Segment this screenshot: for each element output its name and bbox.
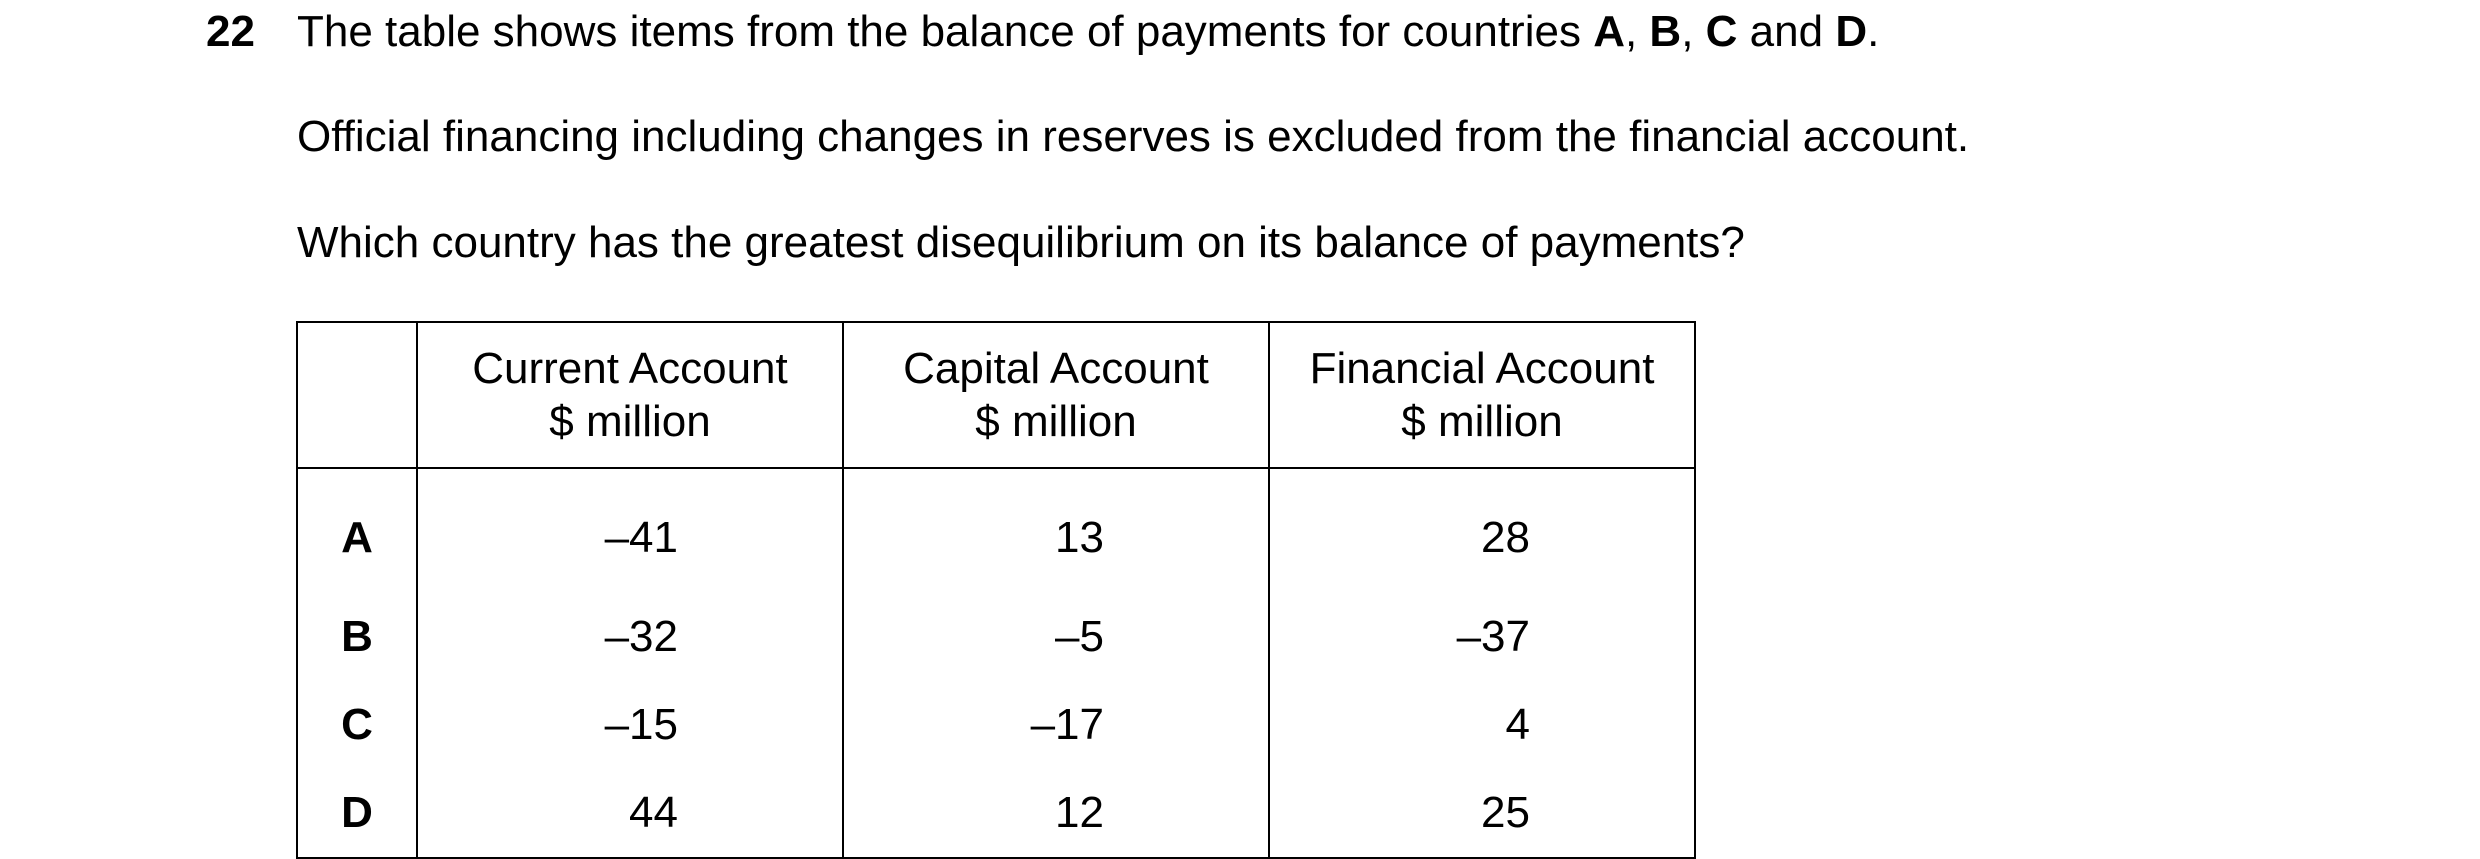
cell-value: –37 (1456, 612, 1530, 661)
cell-value: 28 (1481, 513, 1530, 562)
cell-value: –15 (604, 700, 678, 749)
row-label: D (297, 769, 417, 858)
row-label: B (297, 593, 417, 681)
financial-account-cell (1269, 468, 1695, 593)
row-label: A (297, 468, 417, 593)
financial-account-cell (1269, 769, 1695, 858)
current-account-cell (417, 593, 843, 681)
cell-value: –5 (1055, 612, 1104, 661)
cell-value: 4 (1505, 700, 1530, 749)
header-current-account-unit: $ million (549, 397, 711, 446)
balance-of-payments-table (296, 321, 1696, 859)
header-current-account (417, 322, 843, 468)
separator: , (1681, 7, 1706, 56)
question-prompt: Which country has the greatest disequilibrium on its balance of payments? (297, 218, 1745, 267)
header-capital-account-unit: $ million (975, 397, 1137, 446)
header-empty-cell (297, 322, 417, 468)
financial-account-cell (1269, 593, 1695, 681)
header-financial-account-title: Financial Account (1309, 344, 1655, 393)
question-intro (297, 6, 1879, 58)
cell-value: 13 (1055, 513, 1104, 562)
cell-value: 25 (1481, 788, 1530, 837)
capital-account-cell (843, 593, 1269, 681)
cell-value: 44 (629, 788, 678, 837)
current-account-cell (417, 681, 843, 769)
cell-value: –32 (604, 612, 678, 661)
cell-value: –17 (1030, 700, 1104, 749)
table-header-row (297, 322, 1695, 468)
current-account-cell (417, 468, 843, 593)
cell-value: –41 (604, 513, 678, 562)
header-current-account-title: Current Account (472, 344, 788, 393)
header-financial-account (1269, 322, 1695, 468)
capital-account-cell (843, 468, 1269, 593)
question-note: Official financing including changes in reserves is excluded from the financial account. (297, 112, 1970, 161)
financial-account-cell (1269, 681, 1695, 769)
separator: and (1737, 7, 1836, 56)
row-label: C (297, 681, 417, 769)
header-capital-account-title: Capital Account (903, 344, 1209, 393)
question-number: 22 (206, 7, 255, 56)
capital-account-cell (843, 769, 1269, 858)
cell-value: 12 (1055, 788, 1104, 837)
intro-text: The table shows items from the balance of payments for countries (297, 7, 1594, 56)
current-account-cell (417, 769, 843, 858)
header-capital-account (843, 322, 1269, 468)
capital-account-cell (843, 681, 1269, 769)
country-a-label: A (1593, 7, 1625, 56)
table-row (297, 468, 1695, 593)
table-row (297, 681, 1695, 769)
table-row (297, 769, 1695, 858)
full-stop: . (1867, 7, 1880, 56)
header-financial-account-unit: $ million (1401, 397, 1563, 446)
country-c-label: C (1705, 7, 1738, 56)
country-b-label: B (1649, 7, 1682, 56)
separator: , (1624, 7, 1650, 56)
country-d-label: D (1835, 7, 1868, 56)
table-row (297, 593, 1695, 681)
